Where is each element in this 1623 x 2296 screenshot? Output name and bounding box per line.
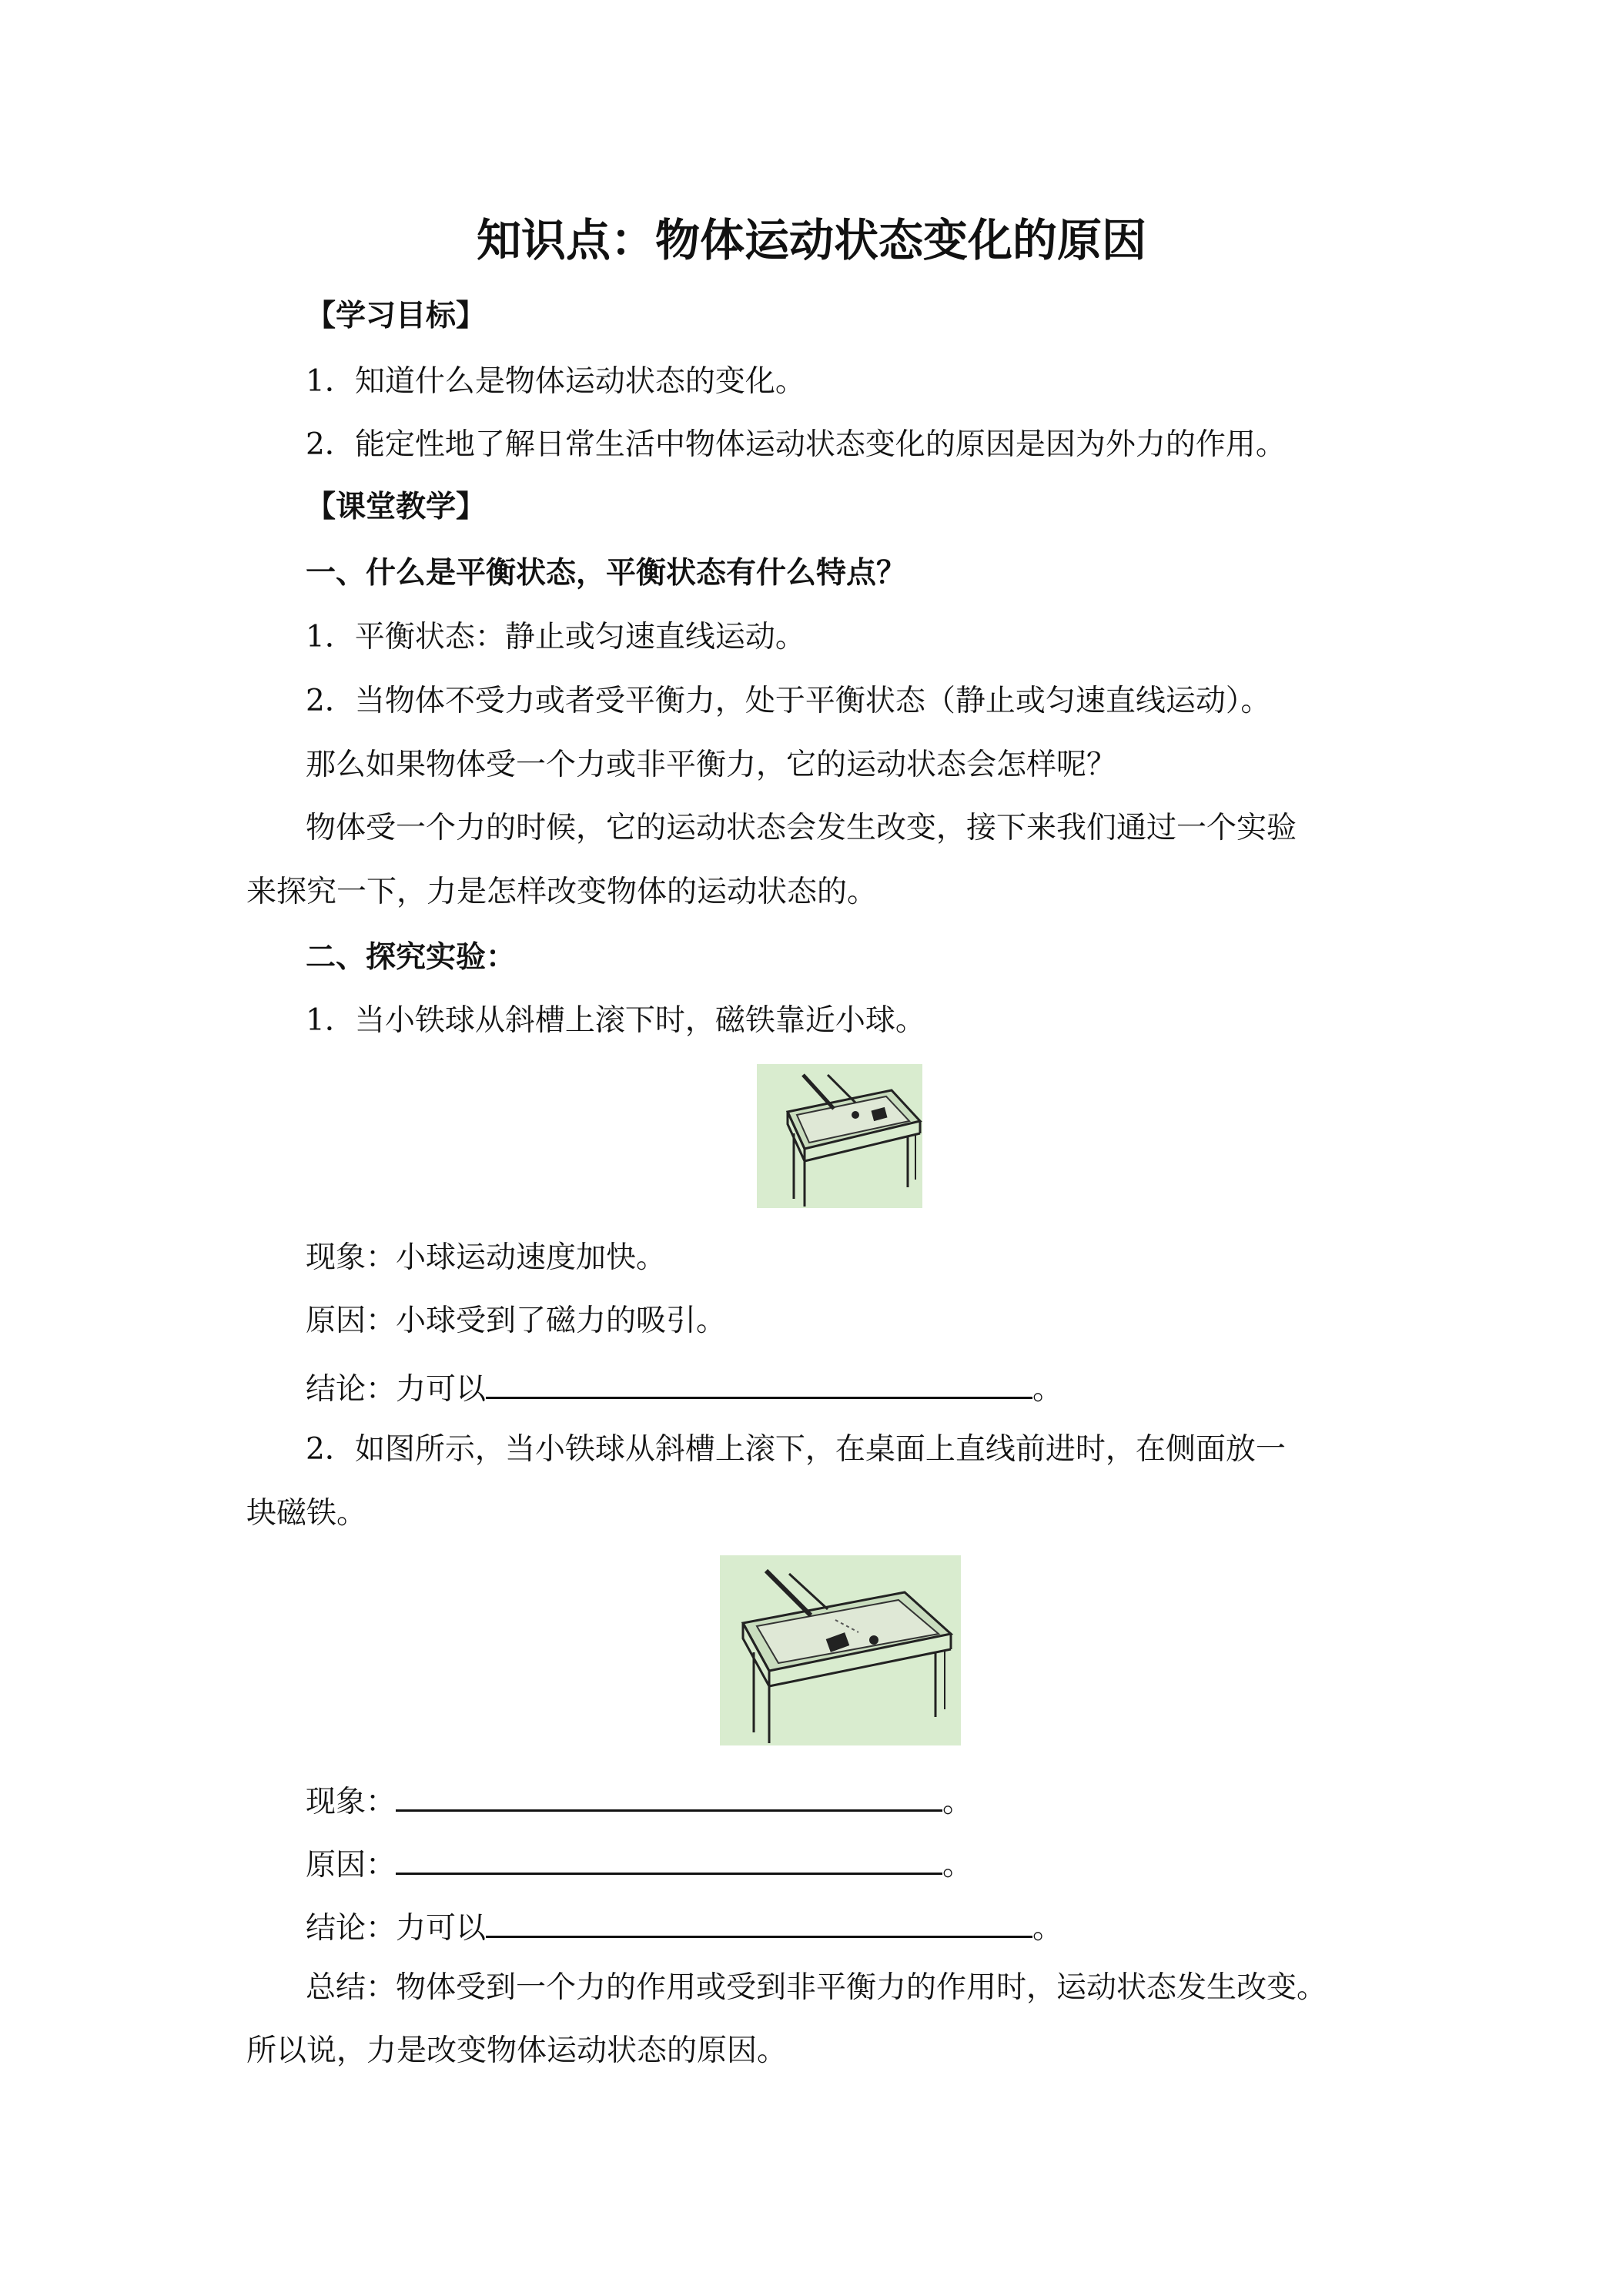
period: 。: [1032, 1911, 1063, 1946]
objective-item: 1．知道什么是物体运动状态的变化。: [306, 364, 805, 399]
conclusion-prefix: 结论：力可以: [306, 1372, 487, 1407]
fill-in-blank[interactable]: [486, 1363, 1032, 1399]
experiment2-illustration: [720, 1555, 961, 1745]
objectives-heading: 【学习目标】: [306, 298, 487, 333]
page-title: 知识点：物体运动状态变化的原因: [476, 214, 1146, 266]
summary-text: 总结：物体受到一个力的作用或受到非平衡力的作用时，运动状态发生改变。: [306, 1970, 1327, 2005]
part1-heading: 一、什么是平衡状态，平衡状态有什么特点？: [306, 555, 907, 591]
question-text: 那么如果物体受一个力或非平衡力，它的运动状态会怎样呢？: [306, 748, 1117, 782]
experiment2-figure: [720, 1555, 961, 1745]
experiment1-phenomenon: 现象：小球运动速度加快。: [306, 1240, 667, 1275]
experiment1-illustration: [757, 1064, 922, 1208]
conclusion-prefix: 结论：力可以: [306, 1911, 487, 1946]
experiment2-text: 2．如图所示，当小铁球从斜槽上滚下，在桌面上直线前进时，在侧面放一: [306, 1432, 1286, 1467]
objective-item: 2．能定性地了解日常生活中物体运动状态变化的原因是因为外力的作用。: [306, 427, 1286, 462]
fill-in-blank[interactable]: [396, 1839, 942, 1875]
fill-in-blank[interactable]: [486, 1902, 1032, 1938]
period: 。: [1032, 1372, 1063, 1407]
intro-text: 物体受一个力的时候，它的运动状态会发生改变，接下来我们通过一个实验: [306, 811, 1297, 845]
experiment1-reason: 原因：小球受到了磁力的吸引。: [306, 1304, 727, 1338]
experiment1-conclusion: [306, 1363, 1062, 1411]
intro-text: 来探究一下，力是怎样改变物体的运动状态的。: [246, 875, 878, 909]
summary-text: 所以说，力是改变物体运动状态的原因。: [246, 2033, 788, 2068]
experiment2-conclusion: [306, 1902, 1062, 1950]
fill-in-blank[interactable]: [396, 1776, 942, 1812]
phenomenon-prefix: 现象：: [306, 1785, 397, 1819]
experiment2-text: 块磁铁。: [246, 1496, 367, 1531]
period: 。: [942, 1848, 973, 1883]
reason-prefix: 原因：: [306, 1848, 397, 1883]
part1-item: 2．当物体不受力或者受平衡力，处于平衡状态（静止或匀速直线运动）。: [306, 684, 1271, 718]
part2-heading: 二、探究实验：: [306, 939, 517, 975]
teaching-heading: 【课堂教学】: [306, 489, 487, 524]
part1-item: 1．平衡状态：静止或匀速直线运动。: [306, 620, 805, 654]
experiment2-reason: [306, 1839, 972, 1887]
period: 。: [942, 1785, 973, 1819]
experiment1-text: 1．当小铁球从斜槽上滚下时，磁铁靠近小球。: [306, 1003, 925, 1038]
experiment2-phenomenon: [306, 1776, 972, 1824]
experiment1-figure: [757, 1064, 922, 1208]
